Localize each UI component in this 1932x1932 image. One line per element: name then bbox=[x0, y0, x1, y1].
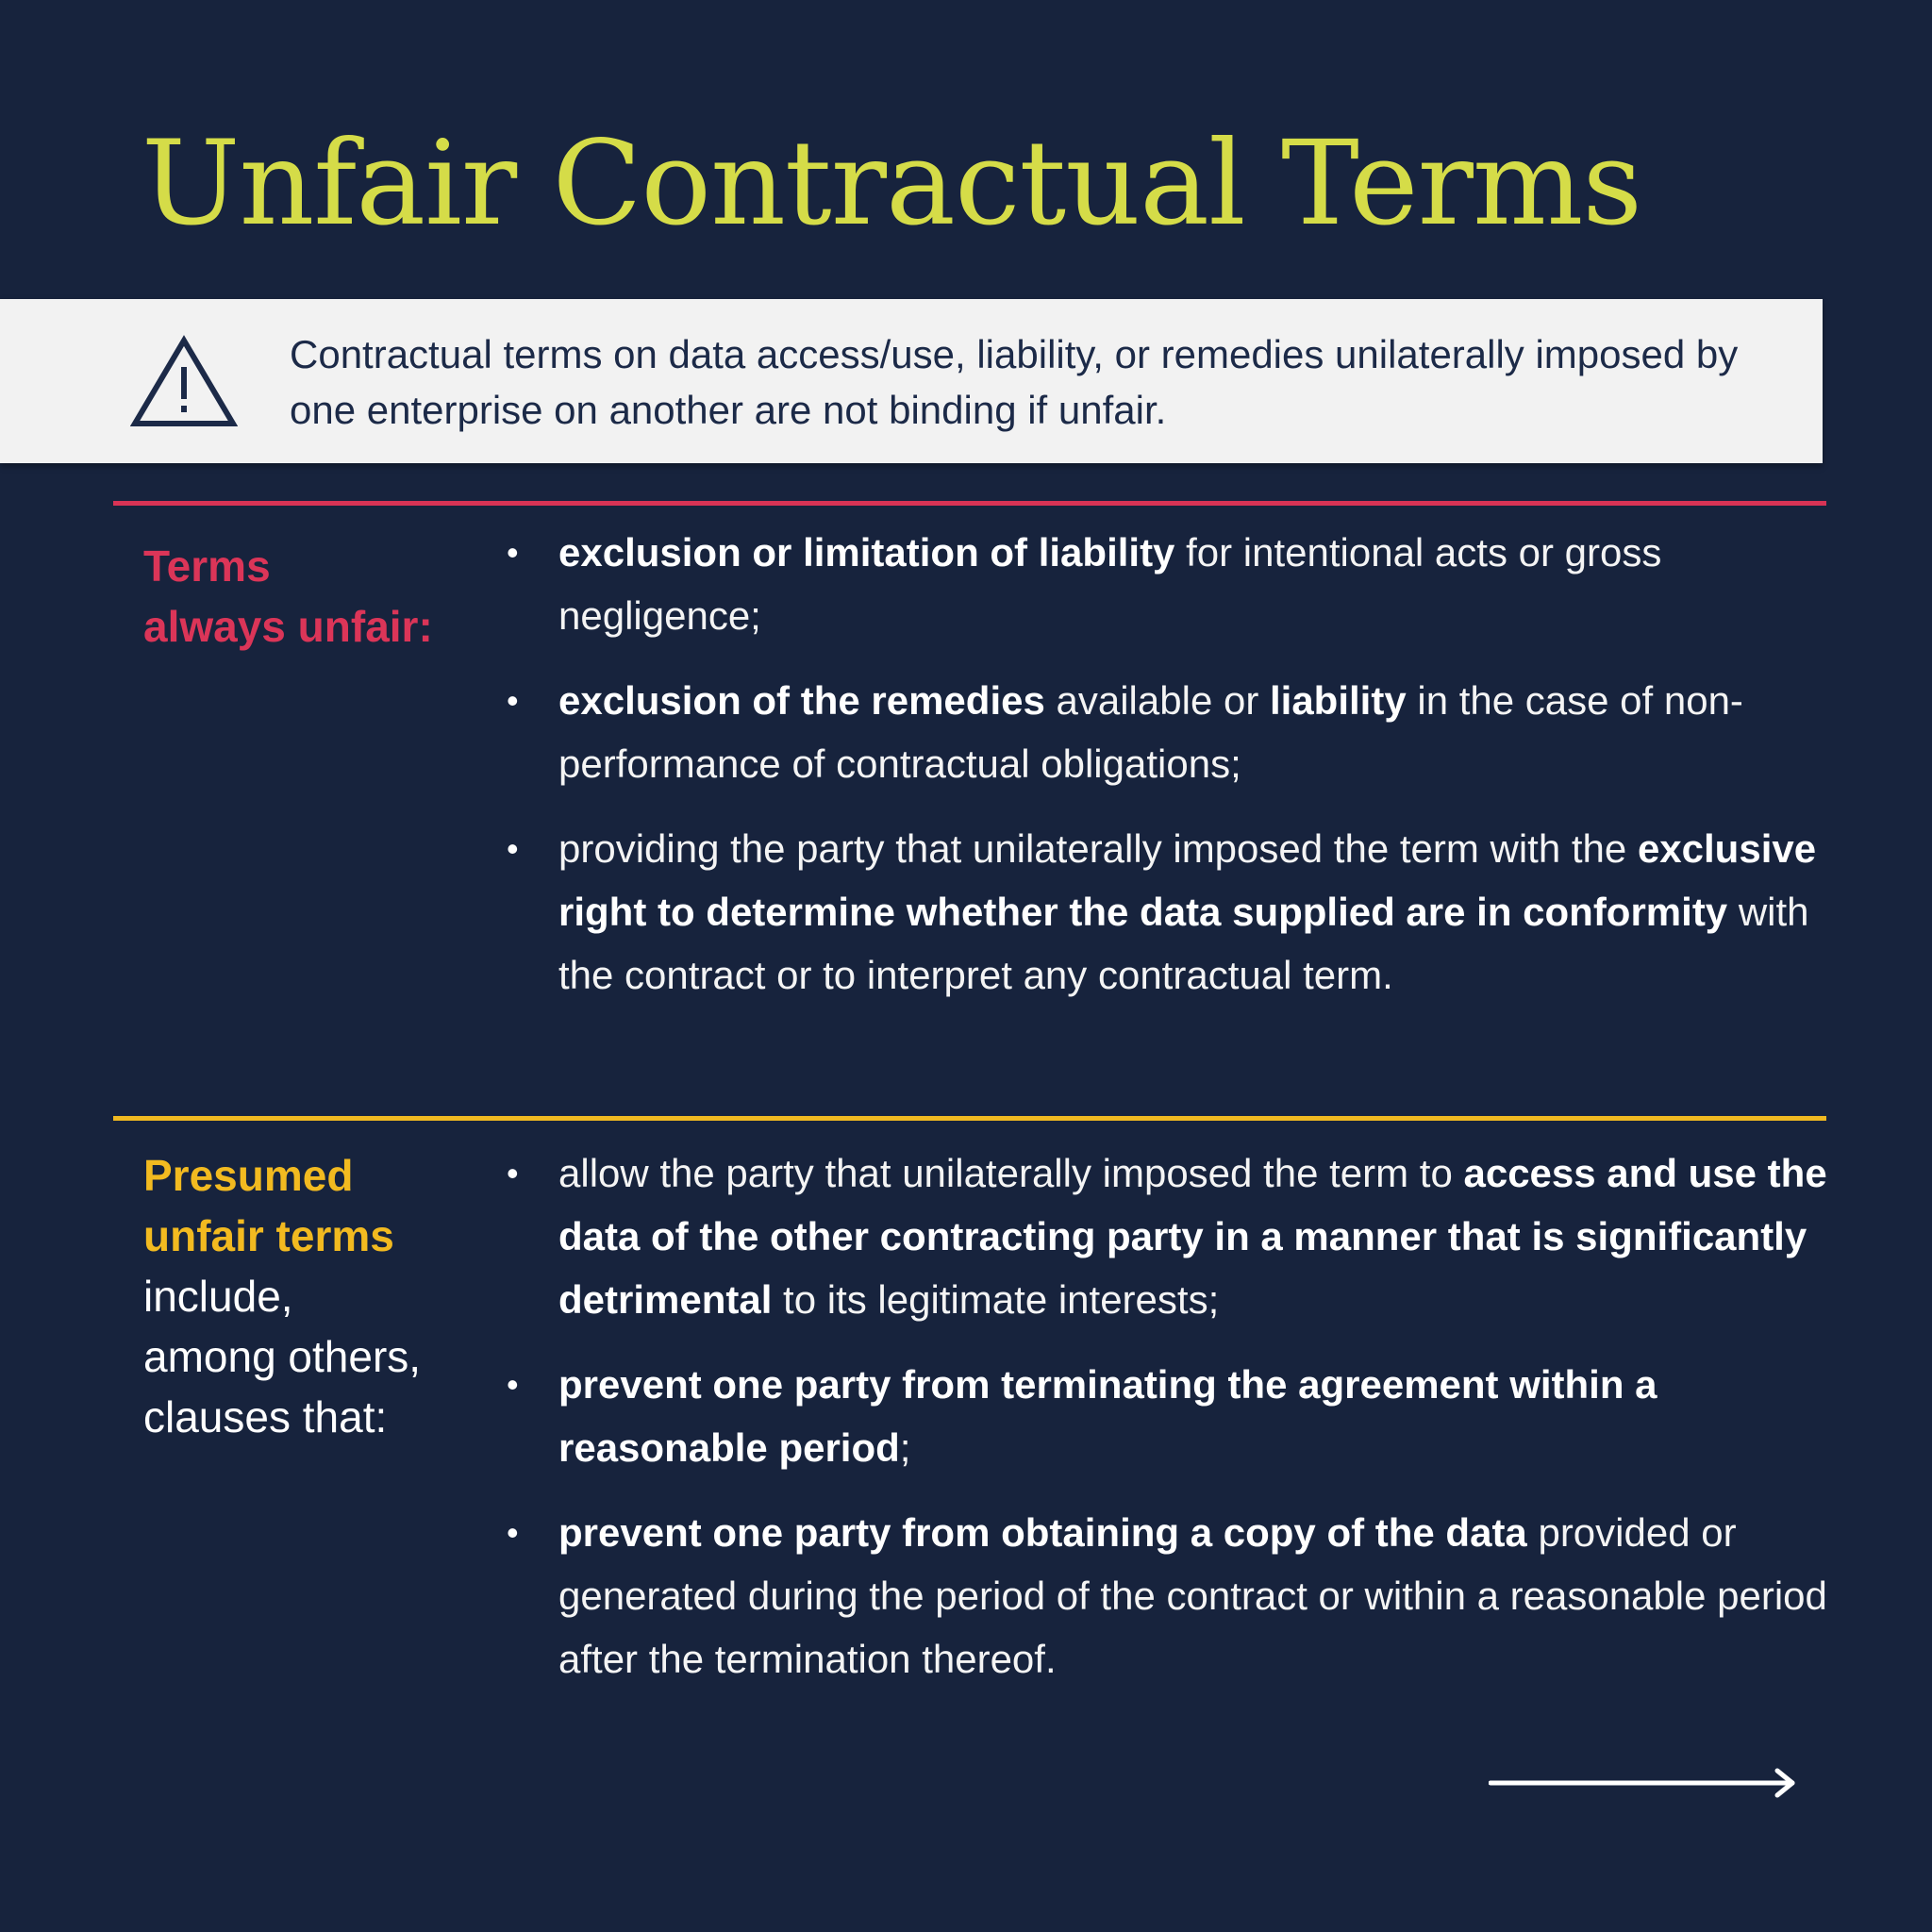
presumed-unfair-label-line2: unfair terms bbox=[143, 1211, 394, 1260]
always-unfair-label bbox=[143, 536, 483, 657]
list-item: • providing the party that unilaterally imposed the term with the exclusive right to determine whether the data supplied are in conformity with the contract or to interpret any contractual term. bbox=[507, 817, 1846, 1007]
page-title: Unfair Contractual Terms bbox=[142, 116, 1642, 252]
presumed-unfair-list bbox=[507, 1141, 1846, 1712]
always-unfair-label-line1: Terms bbox=[143, 541, 271, 591]
always-unfair-list bbox=[507, 521, 1846, 1028]
always-unfair-label-line2: always unfair: bbox=[143, 602, 433, 651]
list-item: • exclusion or limitation of liability for intentional acts or gross negligence; bbox=[507, 521, 1846, 647]
notice-text: Contractual terms on data access/use, liability, or remedies unilaterally imposed by one enterprise on another are not binding if unfair. bbox=[290, 332, 1739, 432]
presumed-unfair-label bbox=[143, 1145, 483, 1447]
warning-triangle-icon bbox=[130, 335, 238, 429]
arrow-right-icon[interactable] bbox=[1489, 1768, 1800, 1798]
presumed-unfair-label-rest1: include, bbox=[143, 1272, 293, 1321]
presumed-unfair-label-rest3: clauses that: bbox=[143, 1392, 388, 1441]
section-divider-presumed-unfair bbox=[113, 1116, 1826, 1121]
list-item: • exclusion of the remedies available or liability in the case of non-performance of contractual obligations; bbox=[507, 669, 1846, 795]
section-divider-always-unfair bbox=[113, 501, 1826, 506]
presumed-unfair-label-line1: Presumed bbox=[143, 1151, 354, 1200]
list-item: • prevent one party from terminating the agreement within a reasonable period; bbox=[507, 1353, 1846, 1479]
list-item: • allow the party that unilaterally imposed the term to access and use the data of the other contracting party in a manner that is significantly detrimental to its legitimate interests; bbox=[507, 1141, 1846, 1331]
list-item: • prevent one party from obtaining a copy of the data provided or generated during the period of the contract or within a reasonable period after the termination thereof. bbox=[507, 1501, 1846, 1690]
presumed-unfair-label-rest2: among others, bbox=[143, 1332, 422, 1381]
